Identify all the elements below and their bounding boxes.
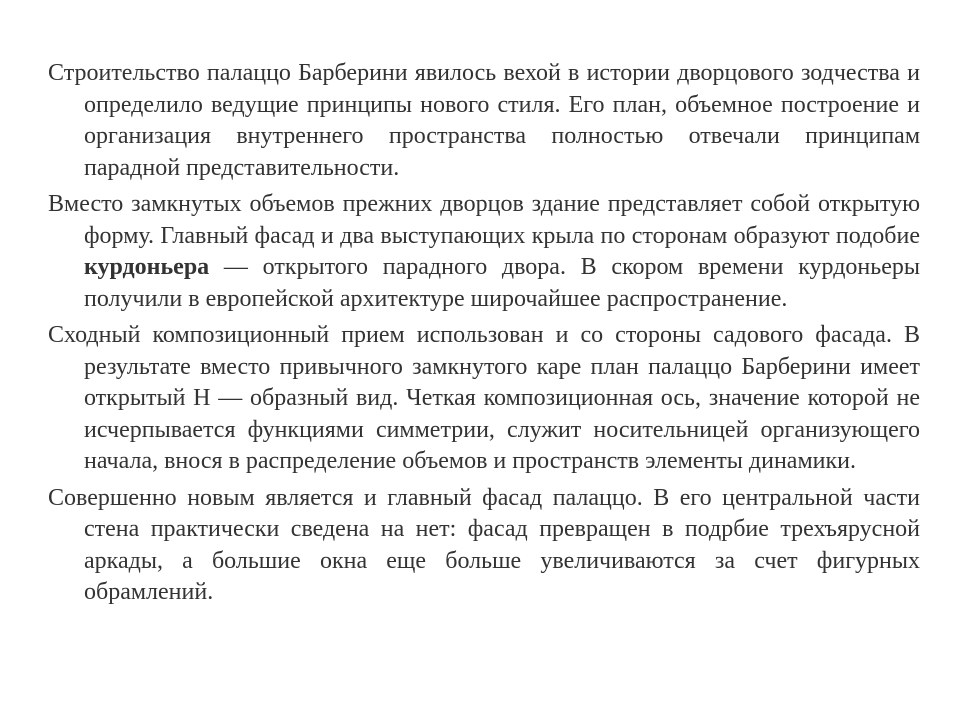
paragraph-2-text-after: — открытого парадного двора. В скором времени курдоньеры получили в европейской архитектуре широчайшее распространение.: [84, 254, 920, 312]
paragraph-1: Строительство палаццо Барберини явилось вехой в истории дворцового зодчества и определило ведущие принципы нового стиля. Его план, объемное построение и организация внутреннего пространства полностью отвечали принципам парадной представительности.: [48, 60, 920, 181]
paragraph-3: Сходный композиционный прием использован и со стороны садового фасада. В результате вместо привычного замкнутого каре план палаццо Барберини имеет открытый Н — образный вид. Четкая композиционная ось, значение которой не исчерпывается функциями симметрии, служит носительницей организующего начала, внося в распределение объемов и пространств элементы динамики.: [48, 322, 920, 474]
paragraph-4: Совершенно новым является и главный фасад палаццо. В его центральной части стена практически сведена на нет: фасад превращен в подрбие трехъярусной аркады, а большие окна еще больше увеличиваются за счет фигурных обрамлений.: [48, 484, 920, 605]
term-kurdoner: курдоньера: [84, 254, 210, 280]
paragraph-2-text-before: Вместо замкнутых объемов прежних дворцов здание представляет собой открытую форму. Главный фасад и два выступающих крыла по сторонам образуют подобие: [48, 191, 920, 249]
paragraph-2: [48, 189, 920, 315]
